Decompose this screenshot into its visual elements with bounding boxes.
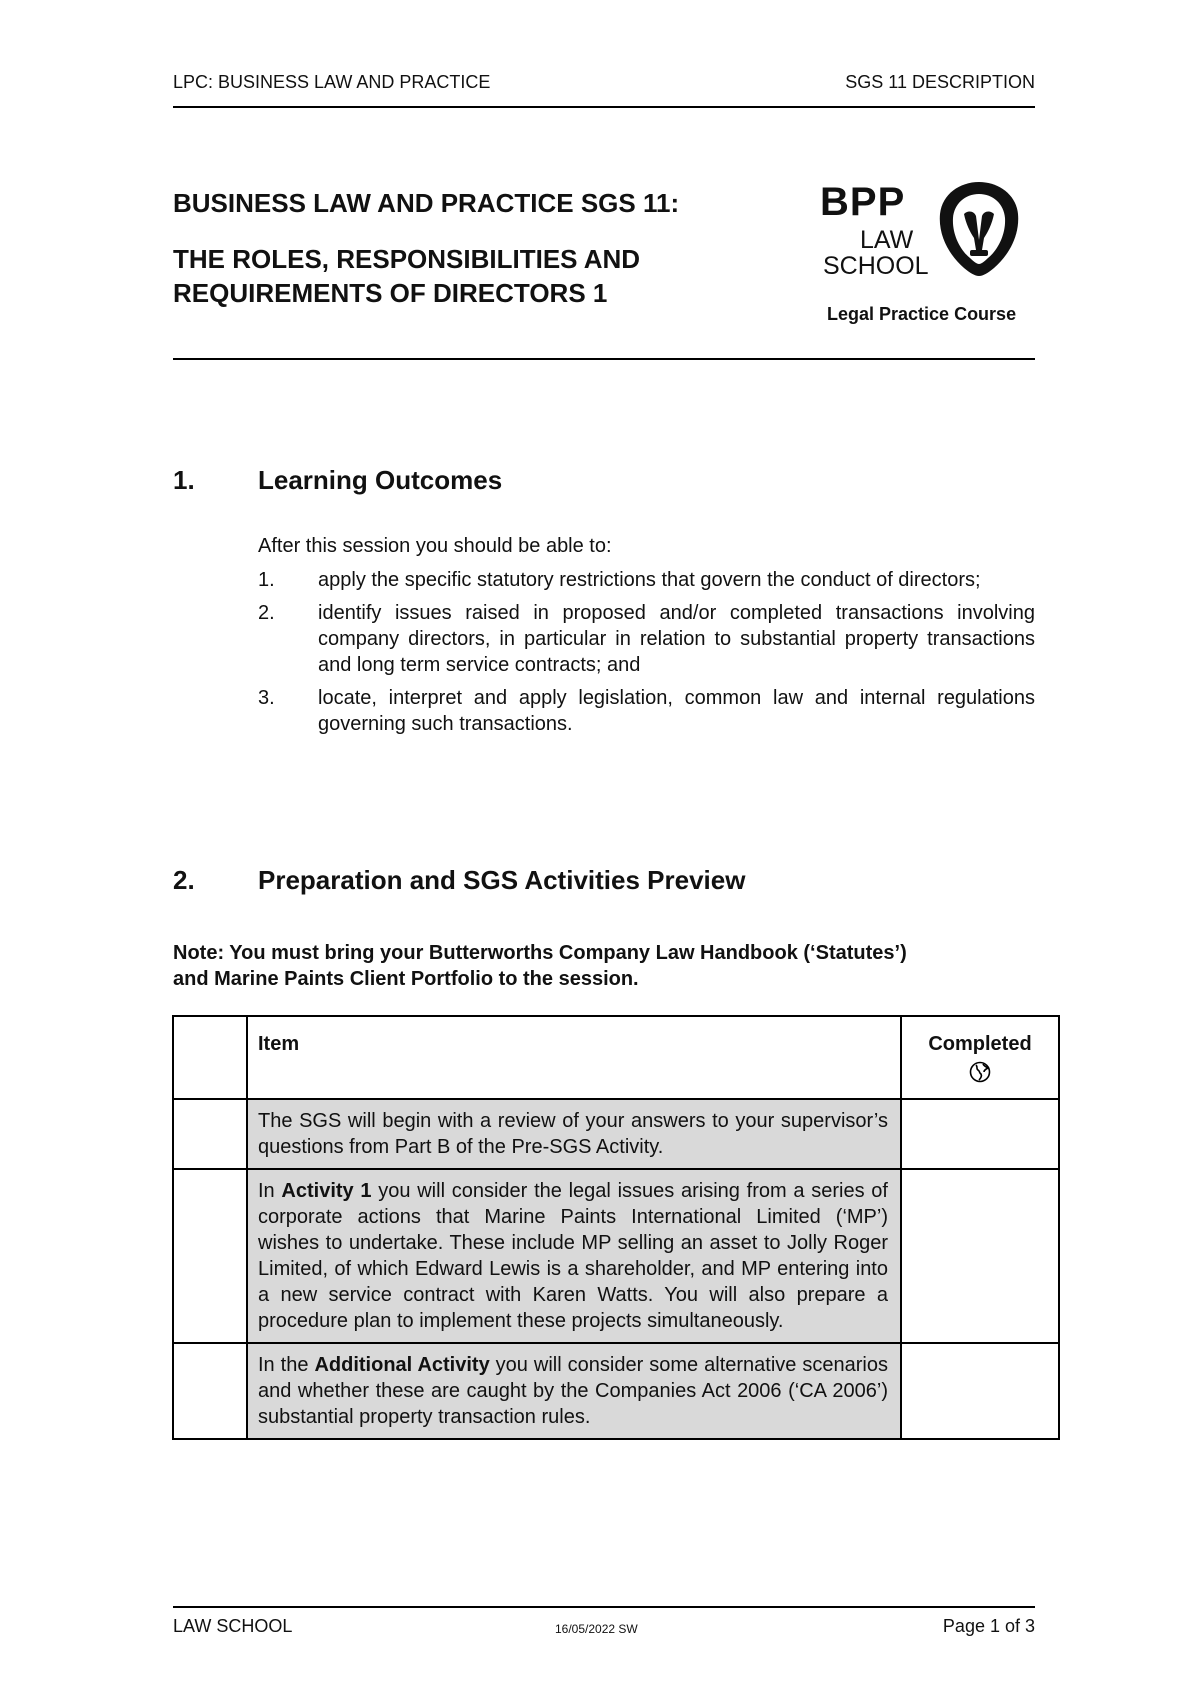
table-row bbox=[173, 1343, 1059, 1439]
row-bold-text: Activity 1 bbox=[281, 1180, 372, 1202]
row-completed-cell[interactable] bbox=[901, 1169, 1059, 1343]
table-header-row bbox=[173, 1016, 1059, 1099]
preparation-note bbox=[173, 940, 1035, 992]
title-line-1: BUSINESS LAW AND PRACTICE SGS 11: bbox=[173, 188, 680, 218]
list-item-number: 1. bbox=[258, 569, 275, 591]
footer-divider bbox=[173, 1606, 1035, 1608]
title-line-3: REQUIREMENTS OF DIRECTORS 1 bbox=[173, 278, 608, 308]
header-cell-blank bbox=[173, 1016, 247, 1099]
outcomes-intro: After this session you should be able to: bbox=[258, 535, 612, 557]
globe-icon bbox=[969, 1061, 991, 1083]
header-cell-item: Item bbox=[247, 1016, 901, 1099]
bpp-law-school-logo bbox=[820, 180, 1020, 330]
lion-crest-icon bbox=[938, 180, 1020, 278]
row-item-cell bbox=[247, 1099, 901, 1169]
row-text-rest: you will consider some alternative scenarios and whether these are caught by the Companies Act 2006 (‘CA 2006’) substantial property transaction rules. bbox=[258, 1354, 888, 1428]
list-item bbox=[258, 600, 1035, 678]
table-row bbox=[173, 1099, 1059, 1169]
row-bold-text: Additional Activity bbox=[314, 1354, 490, 1376]
row-text: The SGS will begin with a review of your answers to your supervisor’s questions from Part B of the Pre-SGS Activity. bbox=[258, 1110, 888, 1158]
list-item bbox=[258, 685, 1035, 737]
footer-date-code: 16/05/2022 SW bbox=[555, 1622, 638, 1636]
section-2-title: Preparation and SGS Activities Preview bbox=[258, 865, 746, 895]
list-item-text: apply the specific statutory restrictions that govern the conduct of directors; bbox=[318, 569, 981, 591]
logo-bpp-text: BPP bbox=[820, 180, 906, 224]
document-title bbox=[173, 186, 793, 310]
row-blank-cell bbox=[173, 1343, 247, 1439]
logo-course-name: Legal Practice Course bbox=[827, 304, 1017, 324]
row-text-rest: you will consider the legal issues arising from a series of corporate actions that Marine Paints International Limited (‘MP’) wishes to undertake. These include MP selling an asset to Jolly Roger Limited, of which Edward Lewis is a shareholder, and MP entering into a new service contract with Karen Watts. You will also prepare a procedure plan to implement these projects simultaneously. bbox=[258, 1180, 888, 1332]
logo-law-text: LAW bbox=[860, 226, 914, 254]
header-cell-completed bbox=[901, 1016, 1059, 1099]
activities-table bbox=[172, 1015, 1060, 1440]
row-item-cell bbox=[247, 1169, 901, 1343]
row-text: In bbox=[258, 1180, 282, 1202]
header-document-type: SGS 11 DESCRIPTION bbox=[845, 72, 1035, 92]
footer-school: LAW SCHOOL bbox=[173, 1616, 293, 1636]
list-item-number: 3. bbox=[258, 687, 275, 709]
title-line-2: THE ROLES, RESPONSIBILITIES AND bbox=[173, 244, 641, 274]
title-divider bbox=[173, 358, 1035, 360]
row-completed-cell[interactable] bbox=[901, 1343, 1059, 1439]
header-course-title: LPC: BUSINESS LAW AND PRACTICE bbox=[173, 72, 491, 92]
list-item-number: 2. bbox=[258, 602, 275, 624]
logo-school-text: SCHOOL bbox=[823, 252, 929, 280]
completed-label: Completed bbox=[928, 1033, 1032, 1055]
note-line-2: and Marine Paints Client Portfolio to the session. bbox=[173, 968, 639, 990]
table-row bbox=[173, 1169, 1059, 1343]
list-item-text: locate, interpret and apply legislation, common law and internal regulations governing such transactions. bbox=[318, 687, 1035, 735]
learning-outcomes-list bbox=[258, 567, 1035, 744]
footer-page-number: Page 1 of 3 bbox=[942, 1616, 1035, 1636]
section-1-title: Learning Outcomes bbox=[258, 465, 503, 495]
row-item-cell bbox=[247, 1343, 901, 1439]
section-2-number: 2. bbox=[173, 865, 195, 895]
section-1-number: 1. bbox=[173, 465, 195, 495]
row-text: In the bbox=[258, 1354, 315, 1376]
note-line-1: Note: You must bring your Butterworths Company Law Handbook (‘Statutes’) bbox=[173, 942, 907, 964]
running-header bbox=[173, 72, 1035, 108]
row-completed-cell[interactable] bbox=[901, 1099, 1059, 1169]
row-blank-cell bbox=[173, 1169, 247, 1343]
row-blank-cell bbox=[173, 1099, 247, 1169]
list-item bbox=[258, 567, 1035, 593]
list-item-text: identify issues raised in proposed and/or completed transactions involving company directors, in particular in relation to substantial property transactions and long term service contracts; and bbox=[318, 602, 1035, 676]
